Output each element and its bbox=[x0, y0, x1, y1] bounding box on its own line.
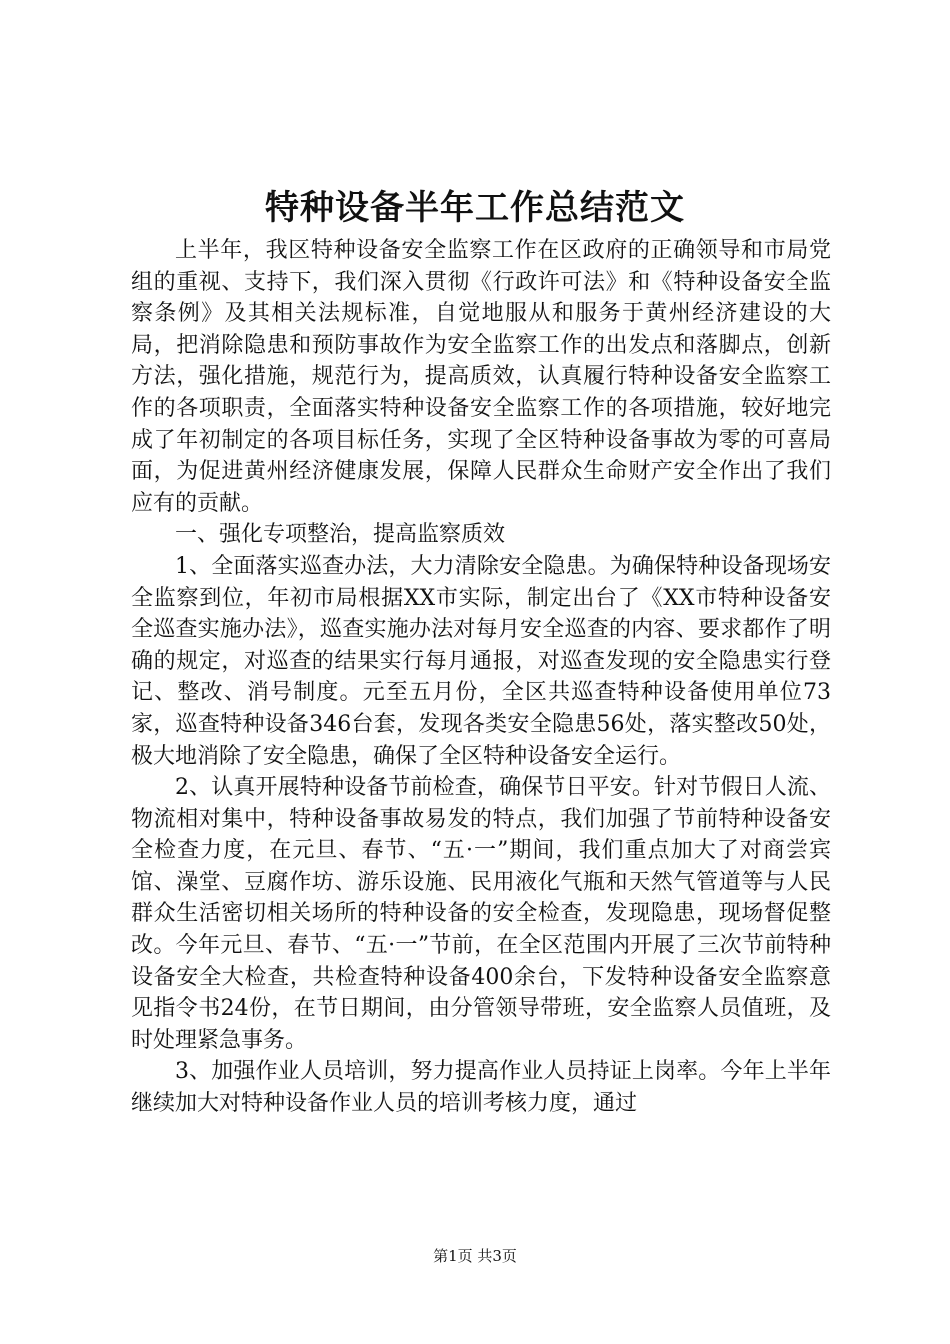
paragraph-intro: 上半年，我区特种设备安全监察工作在区政府的正确领导和市局党组的重视、支持下，我们深入贯彻《行政许可法》和《特种设备安全监察条例》及其相关法规标准，自觉地服从和服务于黄州经济建设的大局，把消除隐患和预防事故作为安全监察工作的出发点和落脚点，创新方法，强化措施，规范行为，提高质效，认真履行特种设备安全监察工作的各项职责，全面落实特种设备安全监察工作的各项措施，较好地完成了年初制定的各项目标任务，实现了全区特种设备事故为零的可喜局面，为促进黄州经济健康发展，保障人民群众生命财产安全作出了我们应有的贡献。 bbox=[131, 238, 831, 516]
paragraph-item-2: 2、认真开展特种设备节前检查，确保节日平安。针对节假日人流、物流相对集中，特种设备事故易发的特点，我们加强了节前特种设备安全检查力度，在元旦、春节、“五·一”期间，我们重点加大了对商尝宾馆、澡堂、豆腐作坊、游乐设施、民用液化气瓶和天然气管道等与人民群众生活密切相关场所的特种设备的安全检查，发现隐患，现场督促整改。今年元旦、春节、“五·一”节前，在全区范围内开展了三次节前特种设备安全大检查，共检查特种设备400余台，下发特种设备安全监察意见指令书24份，在节日期间，由分管领导带班，安全监察人员值班，及时处理紧急事务。 bbox=[131, 775, 831, 1053]
page-number-footer: 第1页 共3页 bbox=[433, 1247, 517, 1265]
document-body bbox=[131, 235, 831, 1120]
paragraph-item-1: 1、全面落实巡查办法，大力清除安全隐患。为确保特种设备现场安全监察到位，年初市局根据XX市实际，制定出台了《XX市特种设备安全巡查实施办法》，巡查实施办法对每月安全巡查的内容、要求都作了明确的规定，对巡查的结果实行每月通报，对巡查发现的安全隐患实行登记、整改、消号制度。元至五月份，全区共巡查特种设备使用单位73家，巡查特种设备346台套，发现各类安全隐患56处，落实整改50处，极大地消除了安全隐患，确保了全区特种设备安全运行。 bbox=[131, 553, 831, 769]
section-heading-1: 一、强化专项整治，提高监察质效 bbox=[175, 522, 506, 548]
paragraph-item-3: 3、加强作业人员培训，努力提高作业人员持证上岗率。今年上半年继续加大对特种设备作业人员的培训考核力度，通过 bbox=[131, 1059, 831, 1117]
document-title: 特种设备半年工作总结范文 bbox=[265, 188, 685, 228]
